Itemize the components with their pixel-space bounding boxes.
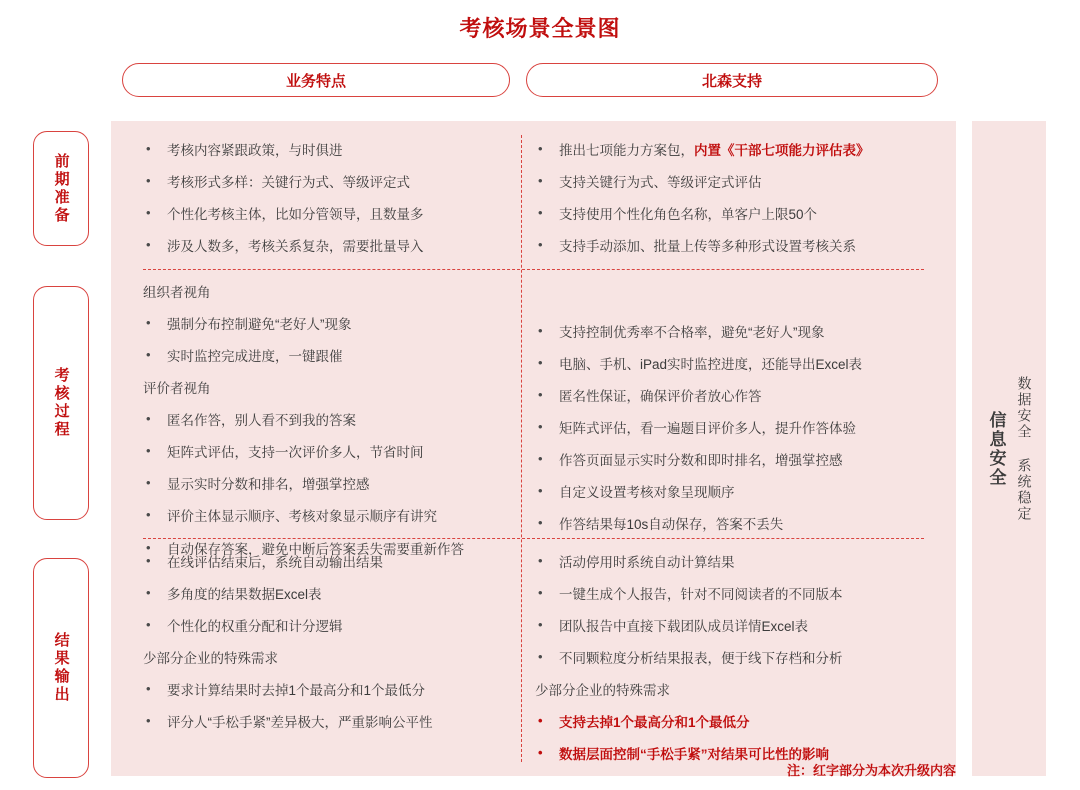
row-0-left-list xyxy=(143,141,513,257)
stage-row-output xyxy=(111,553,956,763)
column-header-beisen-support xyxy=(526,63,938,97)
stage-label-assessment-process xyxy=(33,286,89,520)
row-2-left-list xyxy=(143,553,513,733)
list-item xyxy=(535,515,927,535)
row-0-left-column xyxy=(143,141,513,269)
stage-row-assessment xyxy=(111,283,956,572)
list-item xyxy=(143,617,513,637)
list-item-text: 要求计算结果时去掉1个最高分和1个最低分 xyxy=(167,683,426,699)
list-item xyxy=(535,419,927,439)
list-item-text: 电脑、手机、iPad实时监控进度，还能导出Excel表 xyxy=(559,357,863,373)
list-item xyxy=(535,553,927,573)
list-item xyxy=(535,237,927,257)
list-item xyxy=(143,315,513,335)
list-item xyxy=(535,617,927,637)
list-item xyxy=(143,347,513,367)
stage-label-2-text: 结果输出 xyxy=(52,632,70,704)
list-item xyxy=(535,323,927,343)
list-item-text: 矩阵式评估，支持一次评价多人，节省时间 xyxy=(167,445,424,461)
list-item-text: 自定义设置考核对象呈现顺序 xyxy=(559,485,735,501)
list-item-text: 个性化的权重分配和计分逻辑 xyxy=(167,619,343,635)
row-2-right-column xyxy=(535,553,927,777)
list-item xyxy=(143,585,513,605)
list-item-emphasis: 内置《干部七项能力评估表》 xyxy=(694,143,870,158)
list-item-text: 少部分企业的特殊需求 xyxy=(535,683,670,699)
list-item-text: 评价者视角 xyxy=(143,381,211,397)
list-item-text: 匿名作答，别人看不到我的答案 xyxy=(167,413,356,429)
list-item xyxy=(535,483,927,503)
security-title: 信息安全 xyxy=(986,410,1006,487)
list-item xyxy=(535,205,927,225)
list-item-text: 强制分布控制避免“老好人”现象 xyxy=(167,317,352,333)
list-item-text: 作答结果每10s自动保存，答案不丢失 xyxy=(559,517,784,533)
row-2-right-list xyxy=(535,553,927,765)
list-item-text: 数据层面控制“手松手紧”对结果可比性的影响 xyxy=(559,747,829,763)
stage-label-0-text: 前期准备 xyxy=(52,152,70,225)
list-item-text: 支持使用个性化角色名称，单客户上限50个 xyxy=(559,207,818,223)
column-header-left-label: 业务特点 xyxy=(285,72,346,90)
list-item-text: 少部分企业的特殊需求 xyxy=(143,651,278,667)
stage-label-1-text: 考核过程 xyxy=(52,367,70,439)
list-item-text: 显示实时分数和排名，增强掌控感 xyxy=(167,477,370,493)
content-panel xyxy=(111,121,956,776)
list-item xyxy=(535,355,927,375)
list-item-text: 不同颗粒度分析结果报表，便于线下存档和分析 xyxy=(559,651,843,667)
list-item-text: 组织者视角 xyxy=(143,285,211,300)
list-item xyxy=(535,585,927,605)
list-item-text: 推出七项能力方案包， xyxy=(559,143,694,158)
list-item-text: 自动保存答案，避免中断后答案丢失需要重新作答 xyxy=(167,541,464,557)
column-header-right-label: 北森支持 xyxy=(701,72,762,90)
row-1-left-list xyxy=(143,283,513,559)
list-item xyxy=(535,451,927,471)
list-item-text: 匿名性保证，确保评价者放心作答 xyxy=(559,389,762,405)
page-title: 考核场景全景图 xyxy=(459,16,621,41)
list-item-text: 支持关键行为式、等级评定式评估 xyxy=(559,175,762,191)
list-item-text: 多角度的结果数据Excel表 xyxy=(167,587,322,603)
security-panel xyxy=(972,121,1046,776)
list-item-text: 考核内容紧跟政策，与时俱进 xyxy=(167,143,343,158)
list-item-text: 活动停用时系统自动计算结果 xyxy=(559,555,735,570)
column-header-business-features xyxy=(122,63,510,97)
list-item xyxy=(535,173,927,193)
stage-label-result-output xyxy=(33,558,89,778)
list-item-text: 支持去掉1个最高分和1个最低分 xyxy=(559,715,750,731)
row-1-right-column xyxy=(535,283,927,547)
list-subheading xyxy=(143,283,513,303)
list-subheading xyxy=(143,379,513,399)
list-item xyxy=(143,237,513,257)
list-item-text: 支持手动添加、批量上传等多种形式设置考核关系 xyxy=(559,239,856,255)
list-item xyxy=(143,507,513,527)
list-item xyxy=(143,713,513,733)
list-item xyxy=(535,387,927,407)
list-subheading xyxy=(143,649,513,669)
footer-note: 注：红字部分为本次升级内容 xyxy=(786,763,956,778)
list-item-text: 考核形式多样：关键行为式、等级评定式 xyxy=(167,175,410,191)
list-item-text: 评分人“手松手紧”差异极大，严重影响公平性 xyxy=(167,715,433,731)
list-item xyxy=(143,173,513,193)
row-0-right-column xyxy=(535,141,927,269)
list-item xyxy=(143,553,513,573)
list-item xyxy=(535,713,927,733)
list-item-text: 一键生成个人报告，针对不同阅读者的不同版本 xyxy=(559,587,843,603)
list-item xyxy=(143,443,513,463)
list-item-text: 支持控制优秀率不合格率，避免“老好人”现象 xyxy=(559,325,825,340)
stage-row-preparation xyxy=(111,141,956,269)
list-item xyxy=(143,411,513,431)
list-item xyxy=(143,681,513,701)
list-item xyxy=(143,475,513,495)
list-item-text: 涉及人数多，考核关系复杂，需要批量导入 xyxy=(167,239,424,255)
list-item xyxy=(143,141,513,161)
row-0-right-list xyxy=(535,141,927,257)
security-subtitle: 数据安全 系统稳定 xyxy=(1016,375,1033,522)
list-item xyxy=(143,205,513,225)
list-item-text: 团队报告中直接下载团队成员详情Excel表 xyxy=(559,619,809,635)
row-1-right-list xyxy=(535,323,927,535)
list-item-text: 评价主体显示顺序、考核对象显示顺序有讲究 xyxy=(167,509,437,525)
list-item xyxy=(535,649,927,669)
list-subheading xyxy=(535,681,927,701)
security-panel-inner xyxy=(972,121,1046,776)
row-2-left-column xyxy=(143,553,513,745)
list-item-text: 实时监控完成进度，一键跟催 xyxy=(167,349,343,365)
row-1-left-column xyxy=(143,283,513,572)
list-item-text: 矩阵式评估，看一遍题目评价多人，提升作答体验 xyxy=(559,421,856,437)
list-item-text: 个性化考核主体，比如分管领导，且数量多 xyxy=(167,207,424,223)
stage-label-preparation xyxy=(33,131,89,246)
list-item xyxy=(535,141,927,161)
list-item-text: 作答页面显示实时分数和即时排名，增强掌控感 xyxy=(559,453,843,469)
list-item-text: 在线评估结束后，系统自动输出结果 xyxy=(167,555,383,570)
